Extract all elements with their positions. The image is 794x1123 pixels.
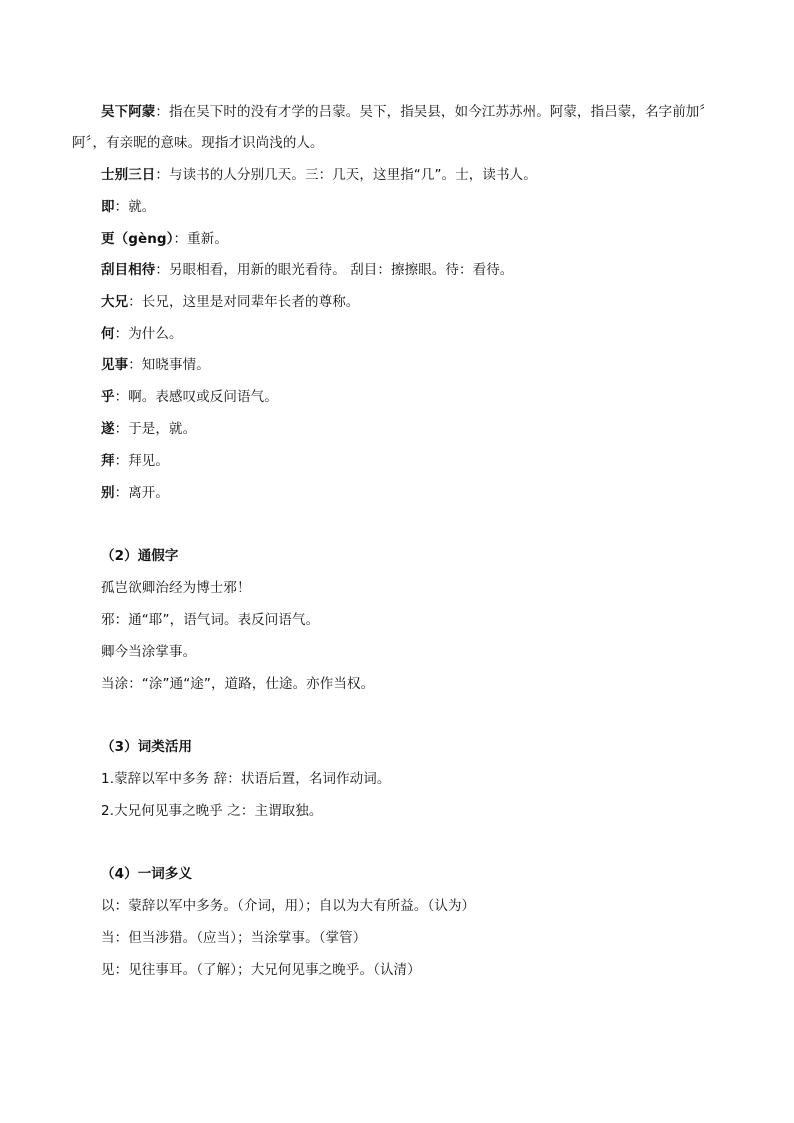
glossary-entry-2 [101, 165, 731, 185]
glossary-definition: ：知晓事情。 [128, 357, 210, 373]
section-2-line-4: 当涂：“涂”通“途”，道路，仕途。亦作当权。 [101, 676, 375, 692]
glossary-definition: ：拜见。 [114, 453, 170, 469]
glossary-term: 何 [101, 326, 115, 342]
glossary-term: 刮目相待 [101, 262, 156, 278]
glossary-definition: ：为什么。 [114, 326, 183, 342]
glossary-definition: ：离开。 [114, 485, 170, 501]
glossary-term: 即 [101, 199, 115, 215]
section-4-line-3: 见：见往事耳。（了解）；大兄何见事之晚乎。（认清） [101, 962, 421, 978]
section-2-line-1: 孤岂欲卿治经为博士邪！ [101, 580, 251, 596]
glossary-entry-3 [101, 197, 731, 217]
section-3-line-2: 2.大兄何见事之晚乎 之：主谓取独。 [101, 803, 323, 819]
glossary-term: 士别三日 [101, 167, 156, 183]
glossary-definition: ：另眼相看，用新的眼光看待。 刮目：擦擦眼。待：看待。 [155, 262, 514, 278]
glossary-term: 别 [101, 485, 115, 501]
glossary-definition: ：长兄，这里是对同辈年长者的尊称。 [128, 294, 360, 310]
glossary-term: 乎 [101, 389, 115, 405]
glossary-definition: ：指在吴下时的没有才学的吕蒙。吴下，指吴县，如今江苏苏州。阿蒙，指吕蒙，名字前加〞 [155, 104, 714, 120]
glossary-entry-5 [101, 260, 731, 280]
glossary-entry-12 [101, 483, 731, 503]
section-heading-4: （4）一词多义 [101, 866, 193, 882]
glossary-definition: ：就。 [114, 199, 156, 215]
glossary-term: 吴下阿蒙 [101, 104, 156, 120]
glossary-entry-9 [101, 387, 731, 407]
glossary-entry-4 [101, 229, 731, 249]
section-heading-2: （2）通假字 [101, 548, 179, 564]
glossary-entry-1-continued [72, 133, 702, 153]
section-3-line-1: 1.蒙辞以军中多务 辞：状语后置，名词作动词。 [101, 771, 391, 787]
section-2-line-2: 邪：通“耶”，语气词。表反问语气。 [101, 612, 320, 628]
section-4-line-2: 当：但当涉猎。（应当）；当涂掌事。（掌管） [101, 930, 367, 946]
section-2-line-3: 卿今当涂掌事。 [101, 644, 197, 660]
glossary-definition-continued: 阿〞，有亲昵的意味。现指才识尚浅的人。 [72, 135, 324, 151]
glossary-entry-1 [101, 102, 731, 122]
glossary-term: 大兄 [101, 294, 129, 310]
glossary-entry-10 [101, 419, 731, 439]
glossary-entry-8 [101, 355, 731, 375]
section-heading-3: （3）词类活用 [101, 739, 193, 755]
glossary-entry-7 [101, 324, 731, 344]
glossary-term: 见事 [101, 357, 129, 373]
glossary-term: 拜 [101, 453, 115, 469]
glossary-term: 遂 [101, 421, 115, 437]
glossary-definition: ：于是，就。 [114, 421, 197, 437]
glossary-entry-6 [101, 292, 731, 312]
glossary-entry-11 [101, 451, 731, 471]
glossary-term: 更（gèng） [101, 231, 174, 247]
glossary-definition: ：重新。 [173, 231, 228, 247]
glossary-definition: ：啊。表感叹或反问语气。 [114, 389, 278, 405]
glossary-definition: ：与读书的人分别几天。三：几天，这里指“几”。士，读书人。 [155, 167, 537, 183]
section-4-line-1: 以：蒙辞以军中多务。（介词，用）；自以为大有所益。（认为） [101, 898, 476, 914]
